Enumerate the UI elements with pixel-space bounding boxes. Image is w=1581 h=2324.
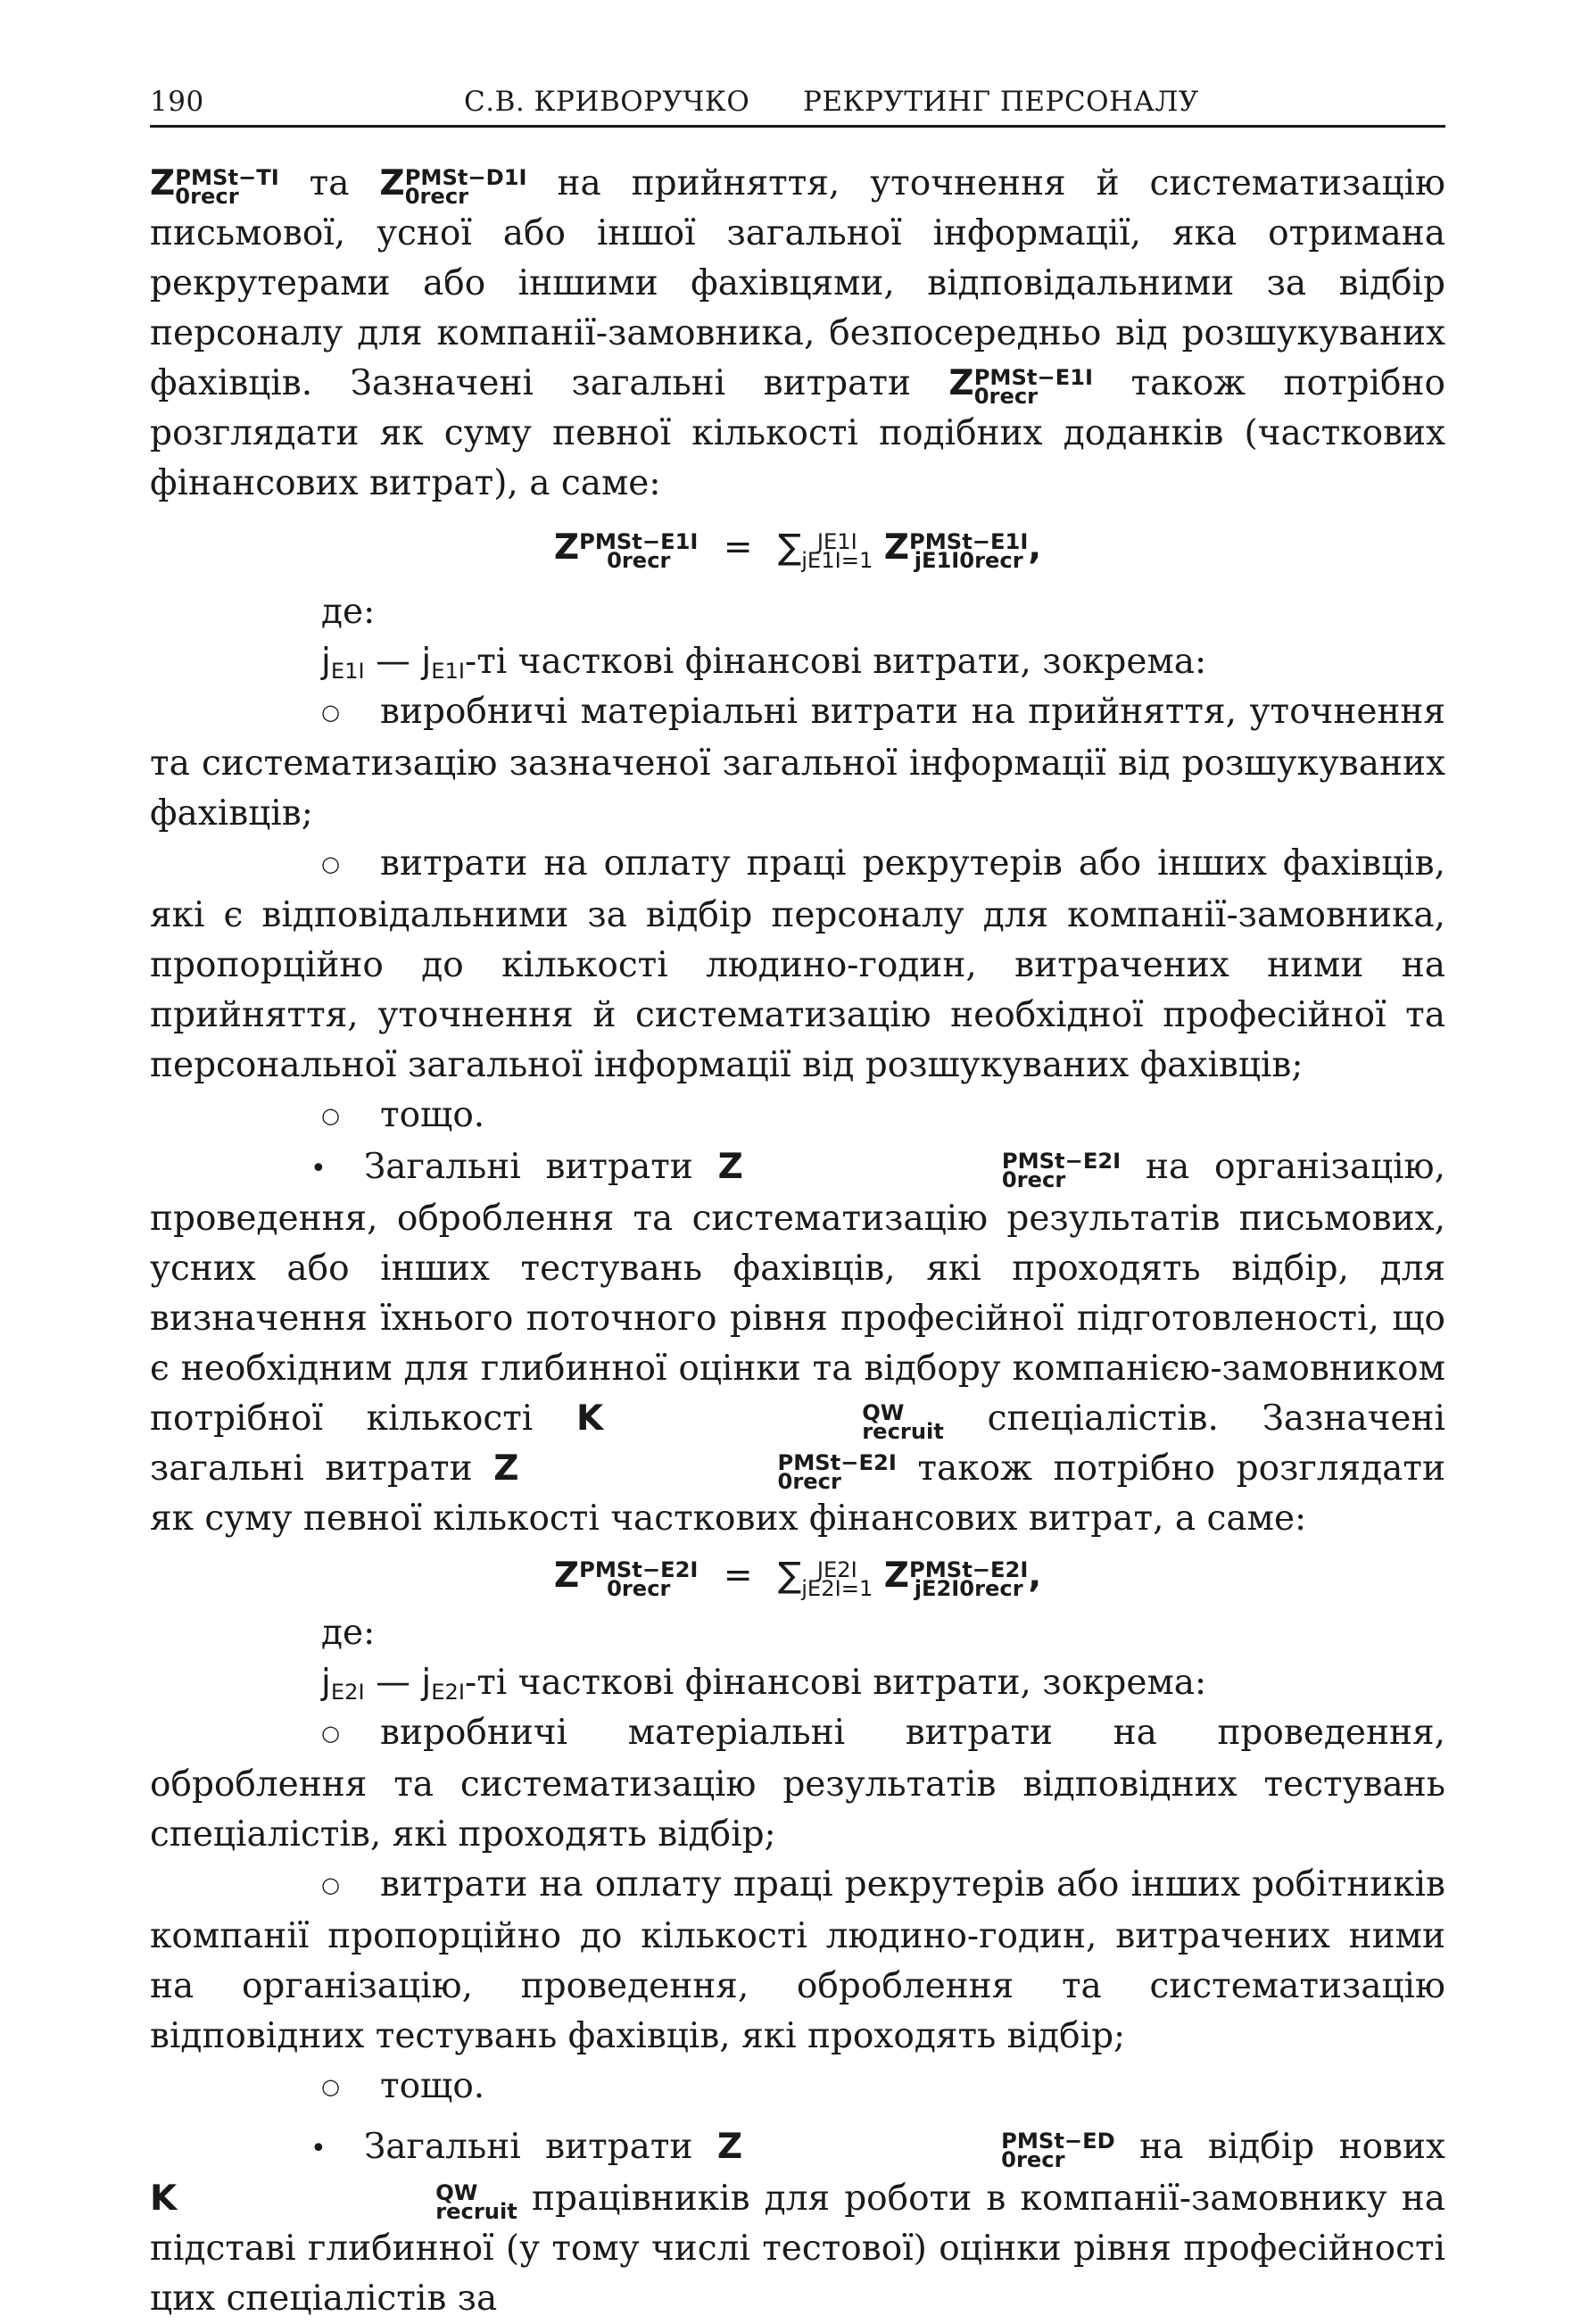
- formula-z-d1i: Z PMSt−D1I 0recr: [379, 163, 527, 209]
- formula-z-e2i: Z PMSt−E2I 0recr: [717, 1147, 1122, 1192]
- definition-je1i: jE1I — jE1I-ті часткові фінансові витрати, зокрема:: [321, 642, 1207, 685]
- bullet-item-ed: • Загальні витрати Z PMSt−ED 0recr на відбір нових K QW recruit працівників для роботи в компанії-замовнику на підставі глибинної (у тому числі тестової) оцінки рівня професійності цих спеціалістів за: [150, 2127, 1445, 2319]
- formula-k-recruit: K QW recruit: [150, 2179, 517, 2224]
- formula-z-ed: Z PMSt−ED 0recr: [716, 2127, 1115, 2172]
- list-item: ○ витрати на оплату праці рекрутерів або інших фахівців, які є відповідальними за відбір персоналу для компанії-замовника, пропорційно до кількості людино-годин, витрачених ними на прийняття, уточнення й систематизацію необхідної професійної та персональної загальної інформації від розшукуваних фахівців;: [150, 843, 1445, 1085]
- text-fragment: на прийняття, уточнення й систематизацію письмової, усної або іншої загальної інформації, яка отримана рекрутерами або іншими фахівцями, відповідальними за відбір персоналу для компанії-замовника, безпосередньо від розшукуваних фахівців. Зазначені загальні витрати: [150, 163, 1445, 403]
- list-item: ○ виробничі матеріальні витрати на проведення, оброблення та систематизацію результатів відповідних тестувань спеціалістів, які проходять відбір;: [150, 1713, 1445, 1855]
- list-item: ○ витрати на оплату праці рекрутерів або інших робітників компанії пропорційно до кількості людино-годин, витрачених ними на організацію, проведення, оброблення та систематизацію відповідних тестувань фахівців, які проходять відбір;: [150, 1864, 1445, 2056]
- running-header: [150, 79, 1445, 123]
- text-fragment: також потрібно розглядати як суму певної кількості подібних доданків (часткових фінансових витрат), а саме:: [150, 363, 1445, 503]
- body-text: [150, 159, 1445, 2324]
- formula-k-recruit: K QW recruit: [576, 1399, 944, 1444]
- equation-e1i: Z PMSt−E1I 0recr = ∑ JE1I jE1I=1 Z PMSt−E1I jE1I0recr ,: [553, 527, 1042, 573]
- formula-z-e2i: Z PMSt−E2I 0recr: [493, 1448, 897, 1494]
- header-rule: [150, 125, 1445, 128]
- formula-z-ti: Z PMSt−TI 0recr: [150, 163, 279, 209]
- label-de: де:: [321, 1613, 376, 1653]
- equation-e2i: Z PMSt−E2I 0recr = ∑ JE2I jE2I=1 Z PMSt−E2I jE2I0recr ,: [553, 1556, 1042, 1601]
- formula-z-e1i: Z PMSt−E1I 0recr: [948, 363, 1094, 409]
- list-item: ○ тощо.: [321, 1095, 485, 1135]
- list-item: ○ виробничі матеріальні витрати на прийняття, уточнення та систематизацію зазначеної загальної інформації від розшукуваних фахівців;: [150, 692, 1445, 834]
- header-title: РЕКРУТИНГ ПЕРСОНАЛУ: [803, 86, 1199, 118]
- list-item: ○ тощо.: [321, 2066, 485, 2106]
- bullet-item-e2i: • Загальні витрати Z PMSt−E2I 0recr на організацію, проведення, оброблення та систематизацію результатів письмових, усних або інших тестувань фахівців, які проходять відбір, для визначення їхнього поточного рівня професійної підготовленості, що є необхідним для глибинної оцінки та відбору компанією-замовником потрібної кількості K QW recruit спеціалістів. Зазначені загальні витрати Z PMSt−E2I 0recr також потрібно розглядати як суму певної кількості часткових фінансових витрат, а саме:: [150, 1147, 1445, 1539]
- header-author: С.В. КРИВОРУЧКО: [464, 86, 750, 118]
- label-de: де:: [321, 592, 376, 632]
- definition-je2i: jE2I — jE2I-ті часткові фінансові витрати, зокрема:: [321, 1663, 1207, 1706]
- page-number: 190: [150, 86, 204, 118]
- paragraph-e1i-intro: [150, 159, 1445, 509]
- text-fragment: та: [309, 163, 350, 203]
